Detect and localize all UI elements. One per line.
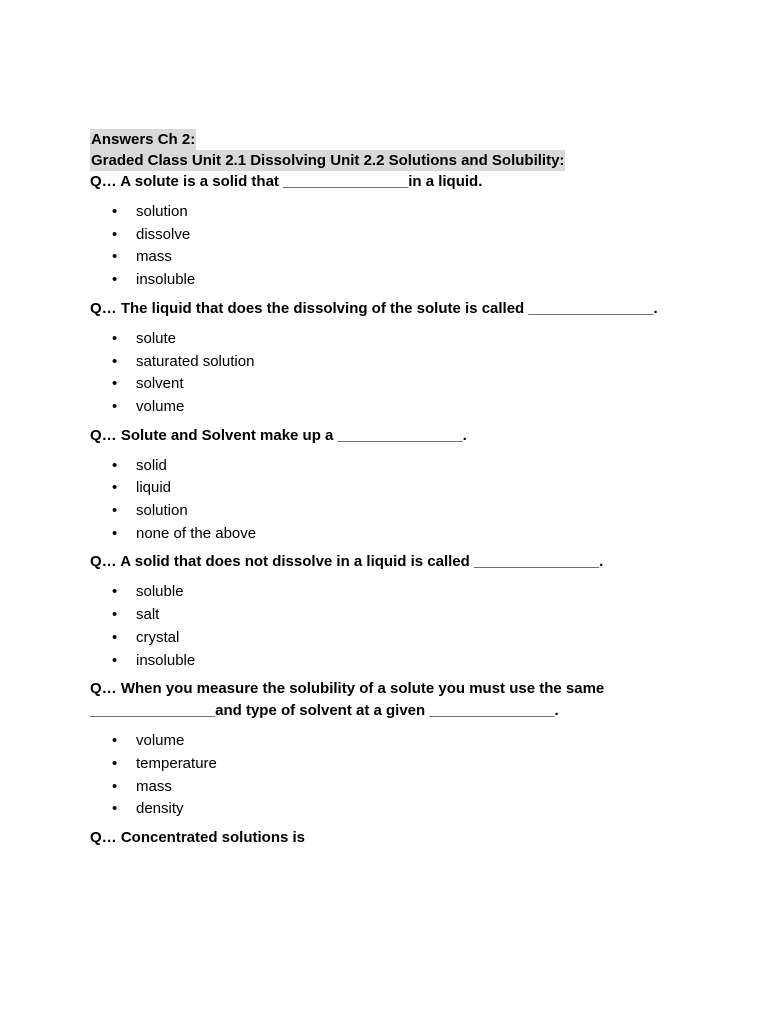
heading-block bbox=[90, 129, 690, 171]
list-item bbox=[90, 798, 690, 821]
option-text: solid bbox=[136, 456, 167, 474]
bullet-icon: • bbox=[112, 800, 118, 818]
bullet-icon: • bbox=[112, 225, 118, 243]
bullet-icon: • bbox=[112, 248, 118, 266]
heading-title: Answers Ch 2: bbox=[91, 131, 196, 148]
option-text: solute bbox=[136, 329, 177, 347]
list-item bbox=[90, 455, 690, 478]
bullet-icon: • bbox=[112, 375, 118, 393]
option-text: saturated solution bbox=[136, 352, 255, 370]
list-item bbox=[90, 328, 690, 351]
list-item bbox=[90, 753, 690, 776]
list-item bbox=[90, 269, 690, 292]
bullet-icon: • bbox=[112, 271, 118, 289]
question-5 bbox=[90, 678, 690, 722]
option-text: crystal bbox=[136, 628, 180, 646]
question-6: Q… Concentrated solutions is bbox=[90, 829, 306, 847]
list-item bbox=[90, 604, 690, 627]
option-text: mass bbox=[136, 777, 172, 795]
list-item bbox=[90, 523, 690, 546]
question-5-options bbox=[90, 730, 690, 821]
list-item bbox=[90, 650, 690, 673]
option-text: salt bbox=[136, 606, 160, 624]
option-text: density bbox=[136, 800, 184, 818]
option-text: solution bbox=[136, 203, 188, 220]
option-text: solution bbox=[136, 502, 188, 520]
bullet-icon: • bbox=[112, 479, 118, 497]
bullet-icon: • bbox=[112, 456, 118, 474]
bullet-icon: • bbox=[112, 651, 118, 669]
option-text: volume bbox=[136, 397, 185, 415]
bullet-icon: • bbox=[112, 583, 118, 601]
question-3-options bbox=[90, 455, 690, 546]
option-text: liquid bbox=[136, 479, 172, 497]
question-1-options bbox=[90, 201, 690, 292]
question-3: Q… Solute and Solvent make up a _______________. bbox=[90, 426, 467, 444]
bullet-icon: • bbox=[112, 203, 118, 220]
option-text: insoluble bbox=[136, 271, 196, 289]
bullet-icon: • bbox=[112, 352, 118, 370]
list-item bbox=[90, 730, 690, 753]
bullet-icon: • bbox=[112, 606, 118, 624]
list-item bbox=[90, 351, 690, 374]
option-text: volume bbox=[136, 732, 185, 750]
option-text: insoluble bbox=[136, 651, 196, 669]
bullet-icon: • bbox=[112, 777, 118, 795]
bullet-icon: • bbox=[112, 524, 118, 542]
question-1: Q… A solute is a solid that _______________in a liquid. bbox=[90, 173, 483, 190]
list-item bbox=[90, 396, 690, 419]
question-5-line-2: _______________and type of solvent at a given _______________. bbox=[90, 702, 559, 720]
option-text: temperature bbox=[136, 754, 217, 772]
option-text: soluble bbox=[136, 583, 184, 601]
document-content bbox=[90, 129, 690, 849]
option-text: none of the above bbox=[136, 524, 257, 542]
list-item bbox=[90, 500, 690, 523]
list-item bbox=[90, 581, 690, 604]
question-4: Q… A solid that does not dissolve in a liquid is called _______________. bbox=[90, 553, 604, 571]
list-item bbox=[90, 627, 690, 650]
question-2-options bbox=[90, 328, 690, 419]
bullet-icon: • bbox=[112, 329, 118, 347]
bullet-icon: • bbox=[112, 397, 118, 415]
list-item bbox=[90, 201, 690, 224]
bullet-icon: • bbox=[112, 628, 118, 646]
question-2: Q… The liquid that does the dissolving of the solute is called _______________. bbox=[90, 299, 658, 317]
bullet-icon: • bbox=[112, 754, 118, 772]
option-text: mass bbox=[136, 248, 172, 266]
question-4-options bbox=[90, 581, 690, 672]
option-text: solvent bbox=[136, 375, 184, 393]
list-item bbox=[90, 246, 690, 269]
list-item bbox=[90, 477, 690, 500]
question-5-line-1: Q… When you measure the solubility of a solute you must use the same bbox=[90, 680, 605, 698]
list-item bbox=[90, 224, 690, 247]
list-item bbox=[90, 373, 690, 396]
heading-subtitle: Graded Class Unit 2.1 Dissolving Unit 2.2 Solutions and Solubility: bbox=[91, 152, 565, 169]
bullet-icon: • bbox=[112, 502, 118, 520]
list-item bbox=[90, 776, 690, 799]
option-text: dissolve bbox=[136, 225, 191, 243]
bullet-icon: • bbox=[112, 732, 118, 750]
